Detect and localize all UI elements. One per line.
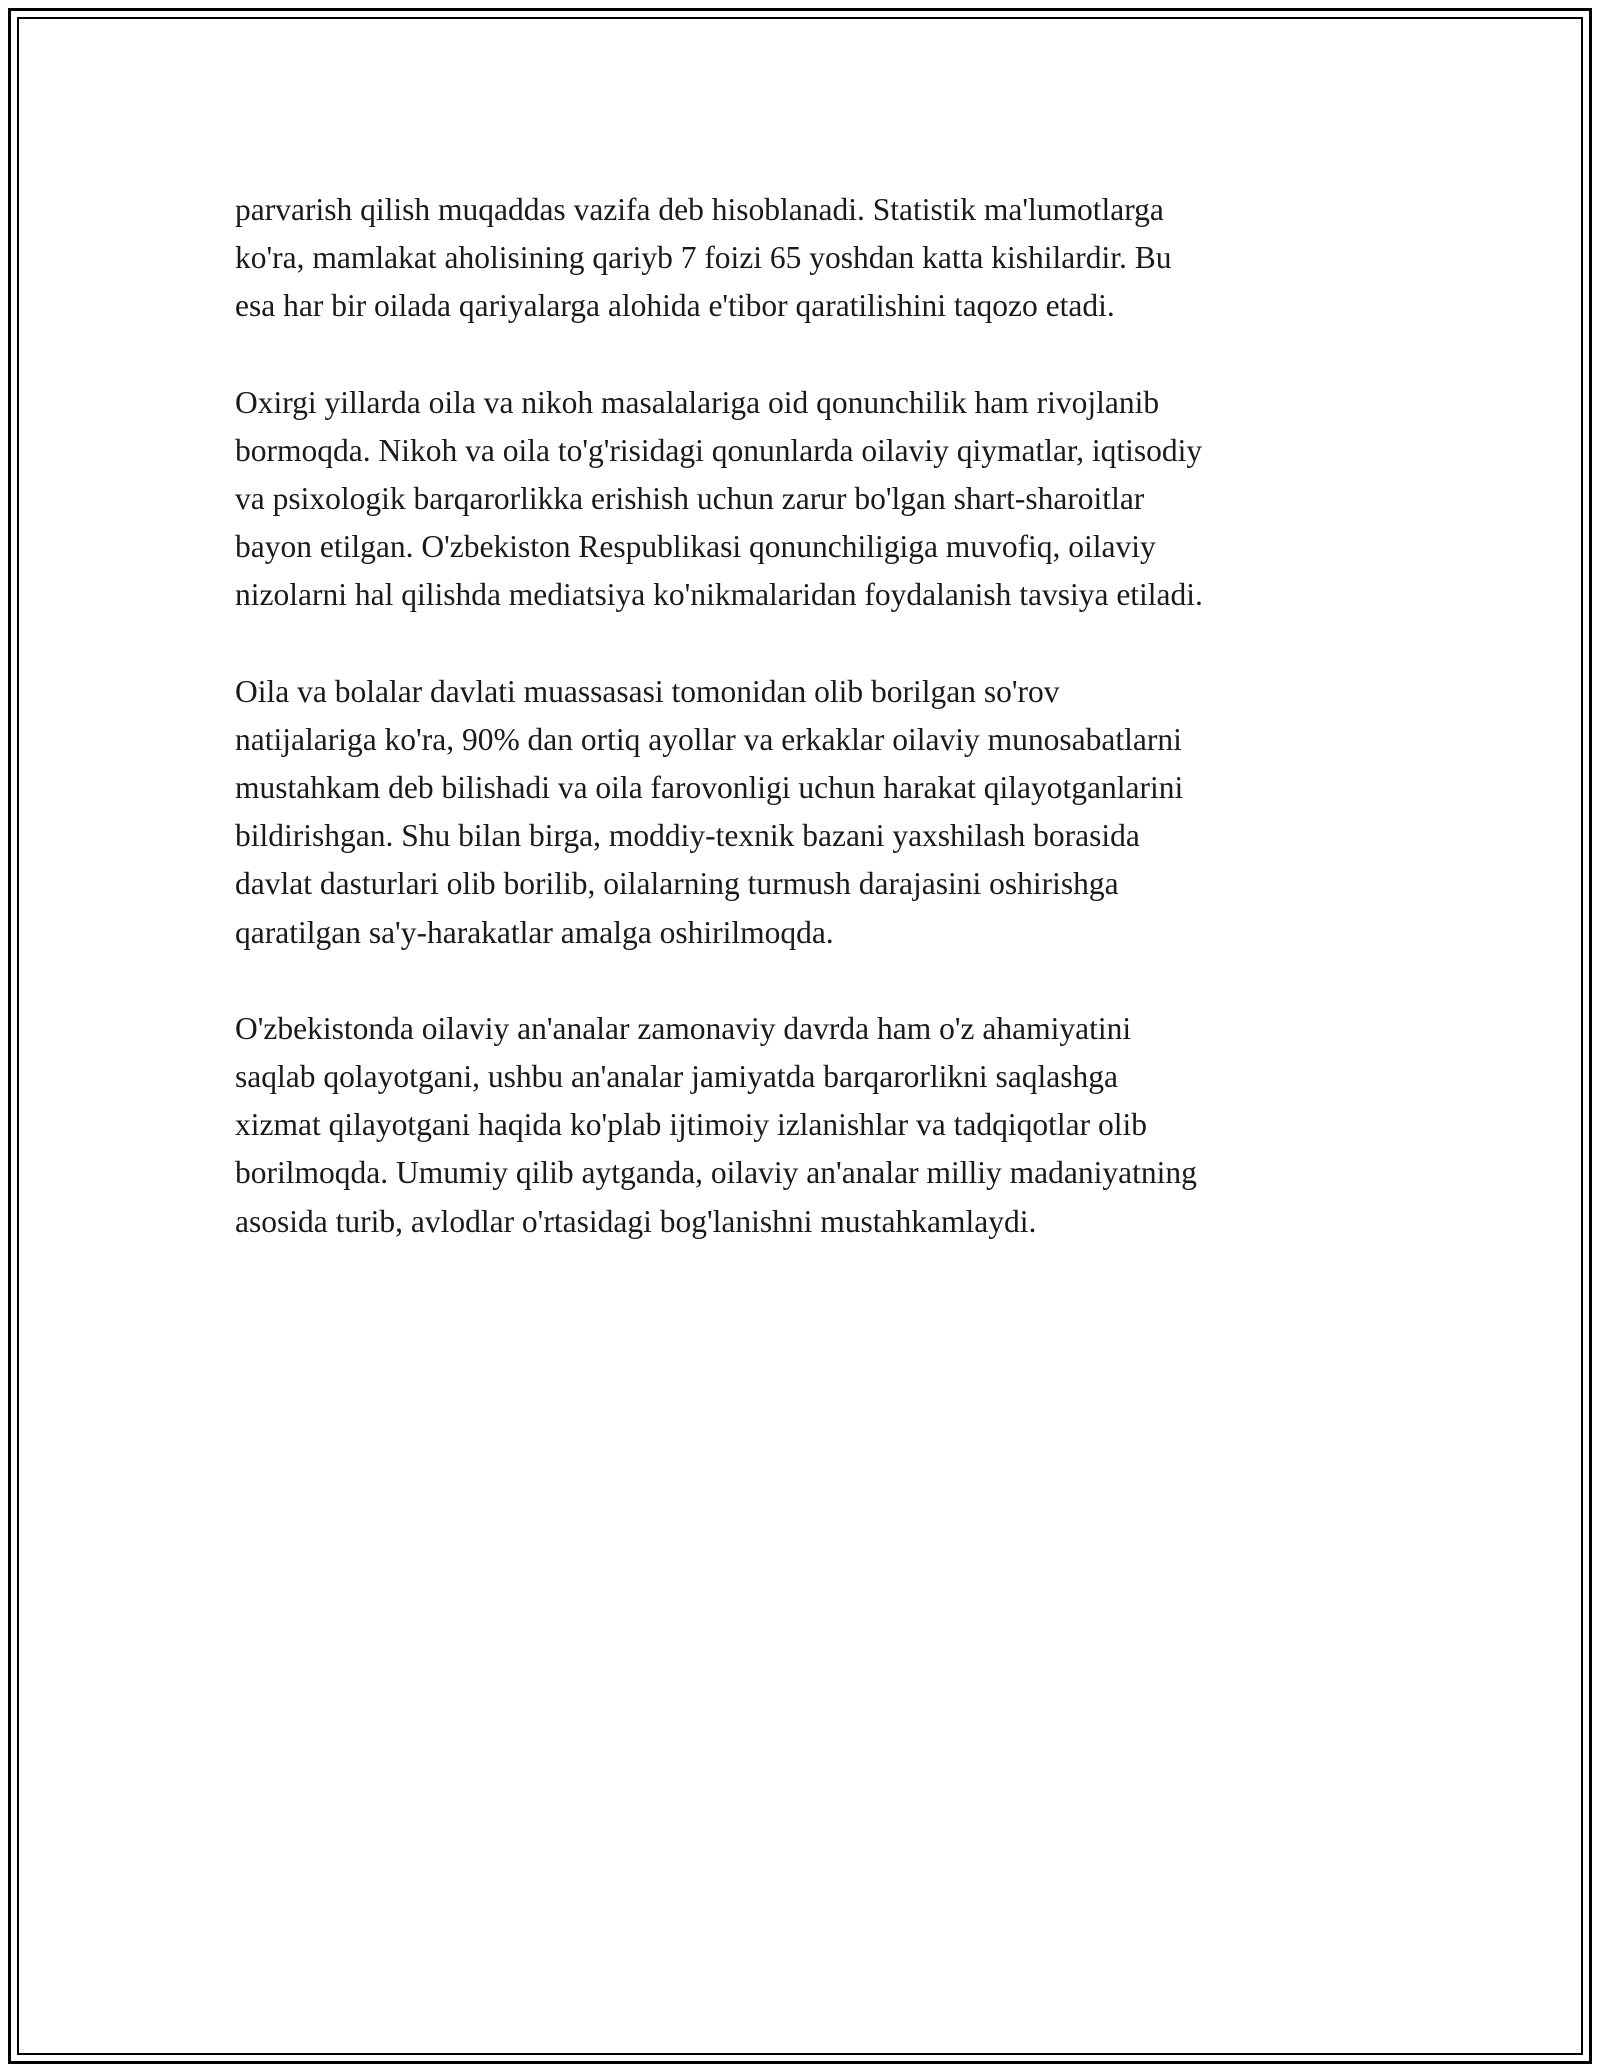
text-line: saqlab qolayotgani, ushbu an'analar jamiyatda barqarorlikni saqlashga	[235, 1059, 1119, 1095]
text-line: bayon etilgan. O'zbekiston Respublikasi qonunchiligiga muvofiq, oilaviy	[235, 529, 1156, 565]
text-line: ko'ra, mamlakat aholisining qariyb 7 foizi 65 yoshdan katta kishilardir. Bu	[235, 240, 1172, 276]
paragraph-4	[235, 1005, 1385, 1246]
text-line: Oxirgi yillarda oila va nikoh masalalariga oid qonunchilik ham rivojlanib	[235, 384, 1160, 420]
text-line: parvarish qilish muqaddas vazifa deb hisoblanadi. Statistik ma'lumotlarga	[235, 192, 1164, 227]
text-line: va psixologik barqarorlikka erishish uchun zarur bo'lgan shart-sharoitlar	[235, 481, 1145, 517]
text-line: bormoqda. Nikoh va oila to'g'risidagi qonunlarda oilaviy qiymatlar, iqtisodiy	[235, 432, 1203, 468]
text-line: esa har bir oilada qariyalarga alohida e'tibor qaratilishini taqozo etadi.	[235, 288, 1115, 324]
paragraph-1	[235, 186, 1385, 331]
text-line: O'zbekistonda oilaviy an'analar zamonaviy davrda ham o'z ahamiyatini	[235, 1010, 1132, 1046]
document-body	[235, 186, 1385, 1294]
text-line: Oila va bolalar davlati muassasasi tomonidan olib borilgan so'rov	[235, 673, 1060, 709]
text-line: bildirishgan. Shu bilan birga, moddiy-texnik bazani yaxshilash borasida	[235, 818, 1140, 854]
text-line: mustahkam deb bilishadi va oila farovonligi uchun harakat qilayotganlarini	[235, 770, 1184, 806]
text-line: nizolarni hal qilishda mediatsiya ko'nikmalaridan foydalanish tavsiya etiladi.	[235, 577, 1203, 613]
text-line: borilmoqda. Umumiy qilib aytganda, oilaviy an'analar milliy madaniyatning	[235, 1155, 1197, 1191]
text-line: asosida turib, avlodlar o'rtasidagi bog'lanishni mustahkamlaydi.	[235, 1203, 1037, 1239]
paragraph-2	[235, 379, 1385, 620]
paragraph-3	[235, 668, 1385, 957]
text-line: davlat dasturlari olib borilib, oilalarning turmush darajasini oshirishga	[235, 866, 1119, 902]
text-line: xizmat qilayotgani haqida ko'plab ijtimoiy izlanishlar va tadqiqotlar olib	[235, 1107, 1147, 1143]
text-line: qaratilgan sa'y-harakatlar amalga oshirilmoqda.	[235, 914, 834, 950]
text-line: natijalariga ko'ra, 90% dan ortiq ayollar va erkaklar oilaviy munosabatlarni	[235, 721, 1182, 757]
